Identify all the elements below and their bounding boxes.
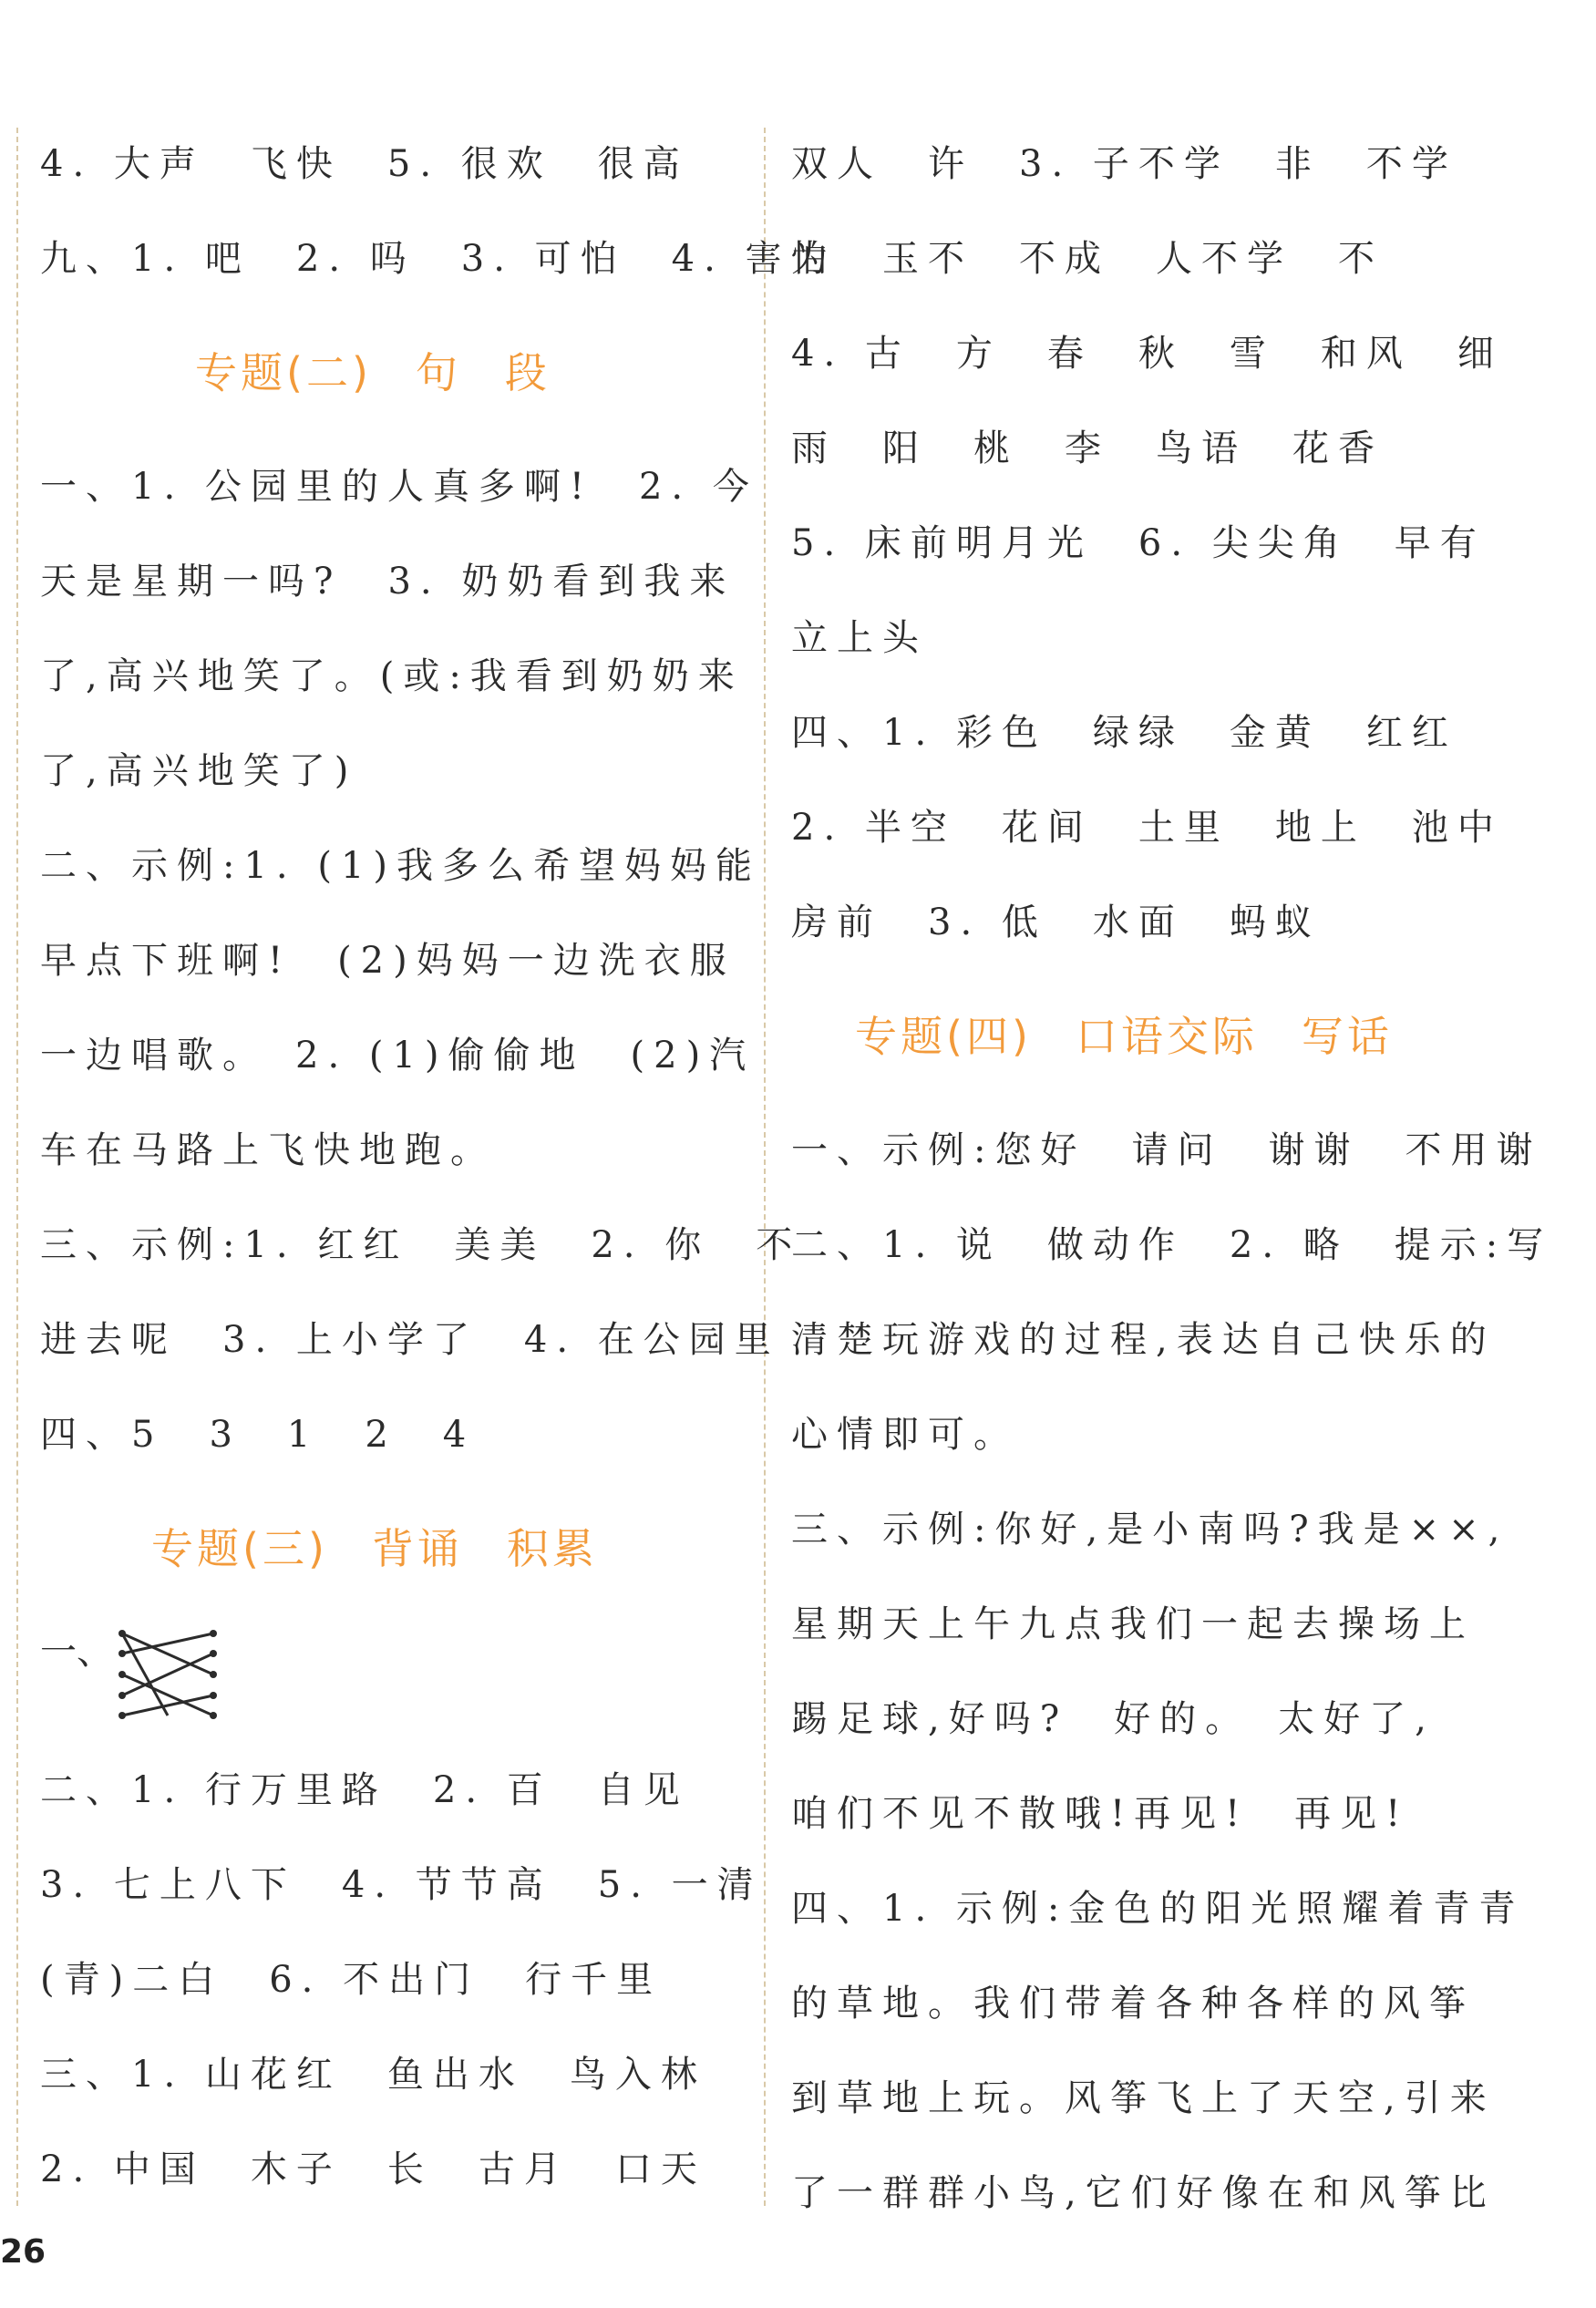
text-line: 清楚玩游戏的过程,表达自己快乐的: [791, 1319, 1496, 1361]
heading-label: 专题(二): [195, 348, 372, 397]
text-line: 3. 七上八下 4. 节节高 5. 一清: [40, 1864, 763, 1906]
text-line: 的草地。我们带着各种各样的风筝: [791, 1983, 1475, 2025]
left-column: [40, 117, 837, 2217]
page-number: 26: [0, 2233, 46, 2271]
text-line: 踢足球,好吗? 好的。 太好了,: [791, 1698, 1436, 1740]
text-line: 4. 古 方 春 秋 雪 和风 细: [791, 333, 1503, 375]
matching-lines-diagram: [113, 1624, 222, 1725]
text-line: 了,高兴地笑了): [40, 750, 358, 792]
text-line: 九、1. 吧 2. 吗 3. 可怕 4. 害怕: [40, 238, 837, 280]
heading-topic: 句: [415, 348, 461, 397]
text-line: 心情即可。: [791, 1414, 1019, 1456]
text-line: 二、1. 行万里路 2. 百 自见: [40, 1769, 689, 1811]
heading-topic: 积累: [506, 1524, 598, 1573]
text-line: 一边唱歌。 2. (1)偷偷地 (2)汽: [40, 1035, 756, 1077]
heading-topic: 写话: [1301, 1012, 1393, 1061]
question-label: 一、: [40, 1631, 113, 1673]
section-heading-2: [40, 306, 742, 439]
text-line: 四、1. 示例:金色的阳光照耀着青青: [791, 1888, 1525, 1930]
section-heading-3: [40, 1482, 742, 1615]
heading-topic: 背诵: [371, 1524, 463, 1573]
text-line: (青)二白 6. 不出门 行千里: [40, 1959, 663, 2001]
text-line: 4. 大声 飞快 5. 很欢 很高: [40, 143, 689, 185]
text-line: 2. 中国 木子 长 古月 口天: [40, 2148, 706, 2190]
text-line: 房前 3. 低 水面 蚂蚁: [791, 902, 1321, 943]
text-line: 立上头: [791, 617, 928, 659]
heading-label: 专题(三): [151, 1524, 328, 1573]
text-line: 了一群群小鸟,它们好像在和风筝比: [791, 2172, 1496, 2214]
text-line: 一、示例:您好 请问 谢谢 不用谢: [791, 1129, 1542, 1171]
text-line: 天是星期一吗? 3. 奶奶看到我来: [40, 561, 736, 603]
text-line: 雨 阳 桃 李 鸟语 花香: [791, 428, 1384, 469]
left-margin-divider: [16, 128, 18, 2206]
text-line: 为 玉不 不成 人不学 不: [791, 238, 1384, 280]
text-line: 四、5 3 1 2 4: [40, 1414, 476, 1456]
text-line: 三、示例:1. 红红 美美 2. 你 不: [40, 1224, 802, 1266]
heading-topic: 段: [504, 348, 551, 397]
text-line: 二、1. 说 做动作 2. 略 提示:写: [791, 1224, 1553, 1266]
text-line: 2. 半空 花间 土里 地上 池中: [791, 807, 1503, 849]
right-column: [791, 117, 1553, 2241]
text-line: 了,高兴地笑了。(或:我看到奶奶来: [40, 655, 744, 697]
text-line: 一、1. 公园里的人真多啊! 2. 今: [40, 466, 758, 508]
column-divider: [764, 128, 766, 2206]
text-line: 三、示例:你好,是小南吗?我是××,: [791, 1509, 1509, 1551]
text-line: 双人 许 3. 子不学 非 不学: [791, 143, 1457, 185]
text-line: 5. 床前明月光 6. 尖尖角 早有: [791, 522, 1486, 564]
text-line: 早点下班啊! (2)妈妈一边洗衣服: [40, 940, 736, 982]
text-line: 咱们不见不散哦!再见! 再见!: [791, 1793, 1410, 1835]
text-line: 进去呢 3. 上小学了 4. 在公园里: [40, 1319, 780, 1361]
text-line: 星期天上午九点我们一起去操场上: [791, 1603, 1475, 1645]
matching-answer: [40, 1615, 742, 1743]
text-line: 四、1. 彩色 绿绿 金黄 红红: [791, 712, 1457, 754]
heading-topic: 口语交际: [1075, 1012, 1258, 1061]
text-line: 二、示例:1. (1)我多么希望妈妈能: [40, 845, 762, 887]
section-heading-4: [791, 970, 1511, 1103]
text-line: 到草地上玩。风筝飞上了天空,引来: [791, 2077, 1496, 2119]
heading-label: 专题(四): [855, 1012, 1032, 1061]
text-line: 车在马路上飞快地跑。: [40, 1129, 496, 1171]
text-line: 三、1. 山花红 鱼出水 鸟入林: [40, 2054, 706, 2096]
